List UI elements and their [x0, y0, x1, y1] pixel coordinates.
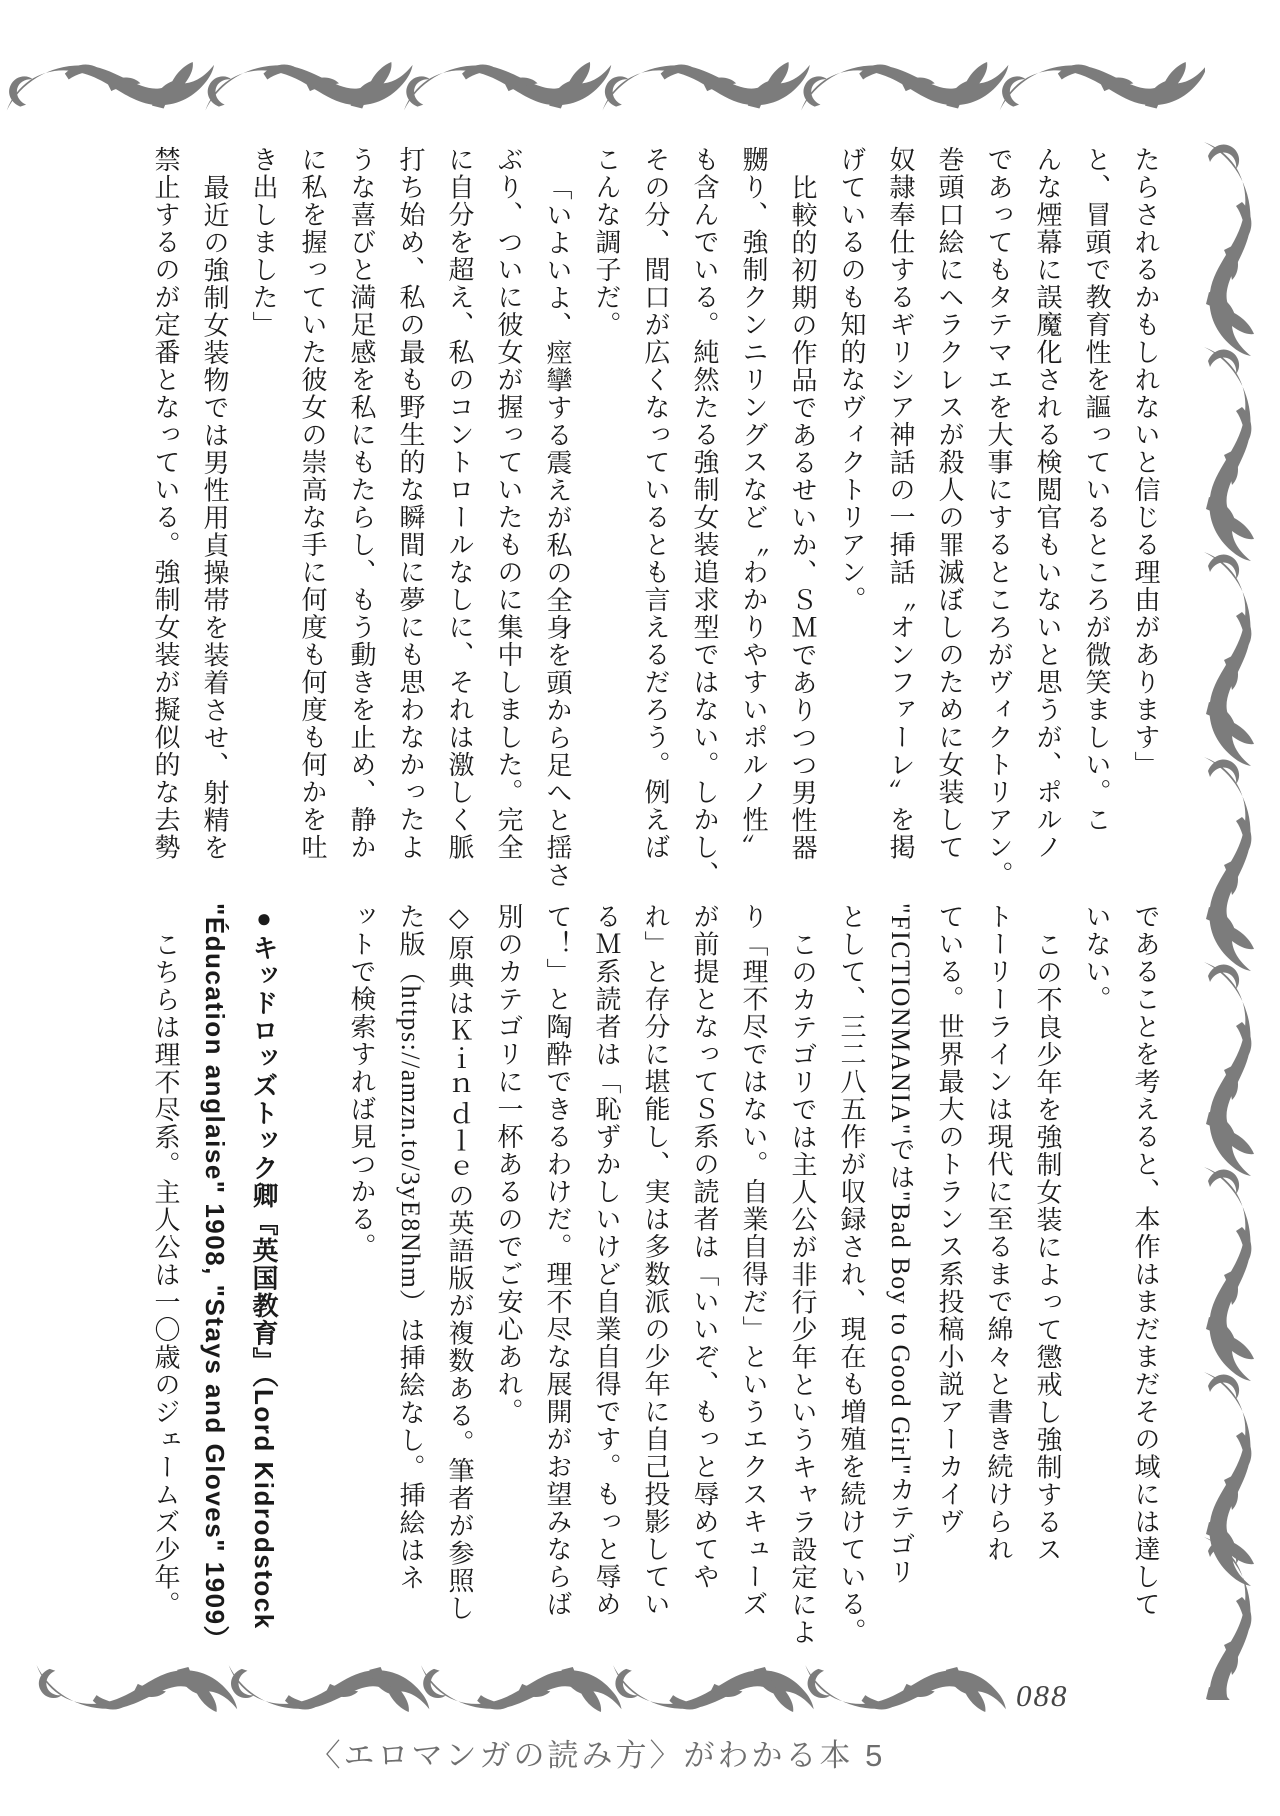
text-column: 比較的初期の作品であるせいか、ＳＭでありつつ男性器 [788, 174, 817, 862]
text-column: と、冒頭で教育性を謳っているところが微笑ましい。こ [1082, 146, 1111, 834]
ornament-bottom-border [22, 1652, 1012, 1712]
text-column: こちらは理不尽系。主人公は一〇歳のジェームズ少年。 [151, 931, 180, 1619]
text-column: 「いよいよ、痙攣する震えが私の全身を頭から足へと揺さ [543, 174, 572, 889]
top-text-block [141, 146, 1170, 888]
text-column: ◇原典はＫｉｎｄｌｅの英語版が複数ある。筆者が参照し [445, 903, 474, 1622]
text-column: うな喜びと満足感を私にもたらし、もう動きを止め、静か [347, 146, 376, 861]
text-column: り「理不尽ではない。自業自得だ」というエクスキューズ [739, 903, 768, 1618]
text-column: 別のカテゴリに一杯あるのでご安心あれ。 [494, 903, 523, 1426]
text-column: 最近の強制女装物では男性用貞操帯を装着させ、射精を [200, 174, 229, 862]
text-column: であることを考えると、本作はまだまだその域には達して [1131, 903, 1160, 1618]
text-column: げているのも知的なヴィクトリアン。 [837, 146, 866, 614]
text-column: 奴隷奉仕するギリシア神話の一挿話〝オンファーレ〟を掲 [886, 146, 915, 861]
text-column: 禁止するのが定番となっている。強制女装が擬似的な去勢 [151, 146, 180, 861]
text-column: ている。世界最大のトランス系投稿小説アーカイヴ [935, 903, 964, 1536]
text-column: て！」と陶酔できるわけだ。理不尽な展開がお望みならば [543, 903, 572, 1618]
text-column: に私を握っていた彼女の崇高な手に何度も何度も何かを吐 [298, 146, 327, 861]
text-column: いない。 [1082, 903, 1111, 1013]
page-number: 088 [1016, 1678, 1069, 1713]
text-column: その分、間口が広くなっているとも言えるだろう。例えば [641, 146, 670, 861]
text-column: 巻頭口絵にヘラクレスが殺人の罪滅ぼしのために女装して [935, 146, 964, 861]
text-column: ぶり、ついに彼女が握っていたものに集中しました。完全 [494, 146, 523, 861]
text-column: この不良少年を強制女装によって懲戒し強制するス [1033, 931, 1062, 1564]
text-column [288, 903, 337, 1651]
text-column: ットで検索すれば見つかる。 [347, 903, 376, 1261]
text-column: れ」と存分に堪能し、実は多数派の少年に自己投影してい [641, 903, 670, 1618]
text-column: "FICTIONMANIA"では"Bad Boy to Good Girl"カテゴリ [886, 903, 915, 1587]
text-column: このカテゴリでは主人公が非行少年というキャラ設定によ [788, 931, 817, 1646]
text-column: 打ち始め、私の最も野生的な瞬間に夢にも思わなかったよ [396, 146, 425, 861]
text-column: として、三二八五作が収録され、現在も増殖を続けている。 [837, 903, 866, 1646]
text-column: こんな調子だ。 [592, 146, 621, 339]
text-column: トーリーラインは現代に至るまで綿々と書き続けられ [984, 903, 1013, 1563]
ornament-right-border [1190, 142, 1254, 1700]
text-column: "Éducation anglaise" 1908, "Stays and Gloves" 1909） [200, 903, 230, 1654]
text-column: たらされるかもしれないと信じる理由があります」 [1131, 146, 1160, 779]
text-column: き出しました」 [249, 146, 278, 339]
ornament-top-border [0, 62, 1205, 124]
text-column: ●キッドロッズトック卿『英国教育』（Lord Kidrodstock [249, 903, 279, 1630]
text-column: 嬲り、強制クンニリングスなど〝わかりやすいポルノ性〟 [739, 146, 768, 861]
footer-caption: 〈エロマンガの読み方〉がわかる本 5 [309, 1738, 886, 1773]
text-column: が前提となってＳ系の読者は「いいぞ、もっと辱めてや [690, 903, 719, 1591]
text-column: も含んでいる。純然たる強制女装追求型ではない。しかし、 [690, 146, 719, 889]
text-column: んな煙幕に誤魔化される検閲官もいないと思うが、ポルノ [1033, 146, 1062, 861]
text-column: であってもタテマエを大事にするところがヴィクトリアン。 [984, 146, 1013, 889]
text-column: に自分を超え、私のコントロールなしに、それは激しく脈 [445, 146, 474, 861]
text-column: た版（https://amzn.to/3yE8Nhm）は挿絵なし。挿絵はネ [396, 903, 425, 1592]
text-column: るＭ系読者は「恥ずかしいけど自業自得です。もっと辱め [592, 903, 621, 1618]
bottom-text-block [141, 903, 1170, 1654]
